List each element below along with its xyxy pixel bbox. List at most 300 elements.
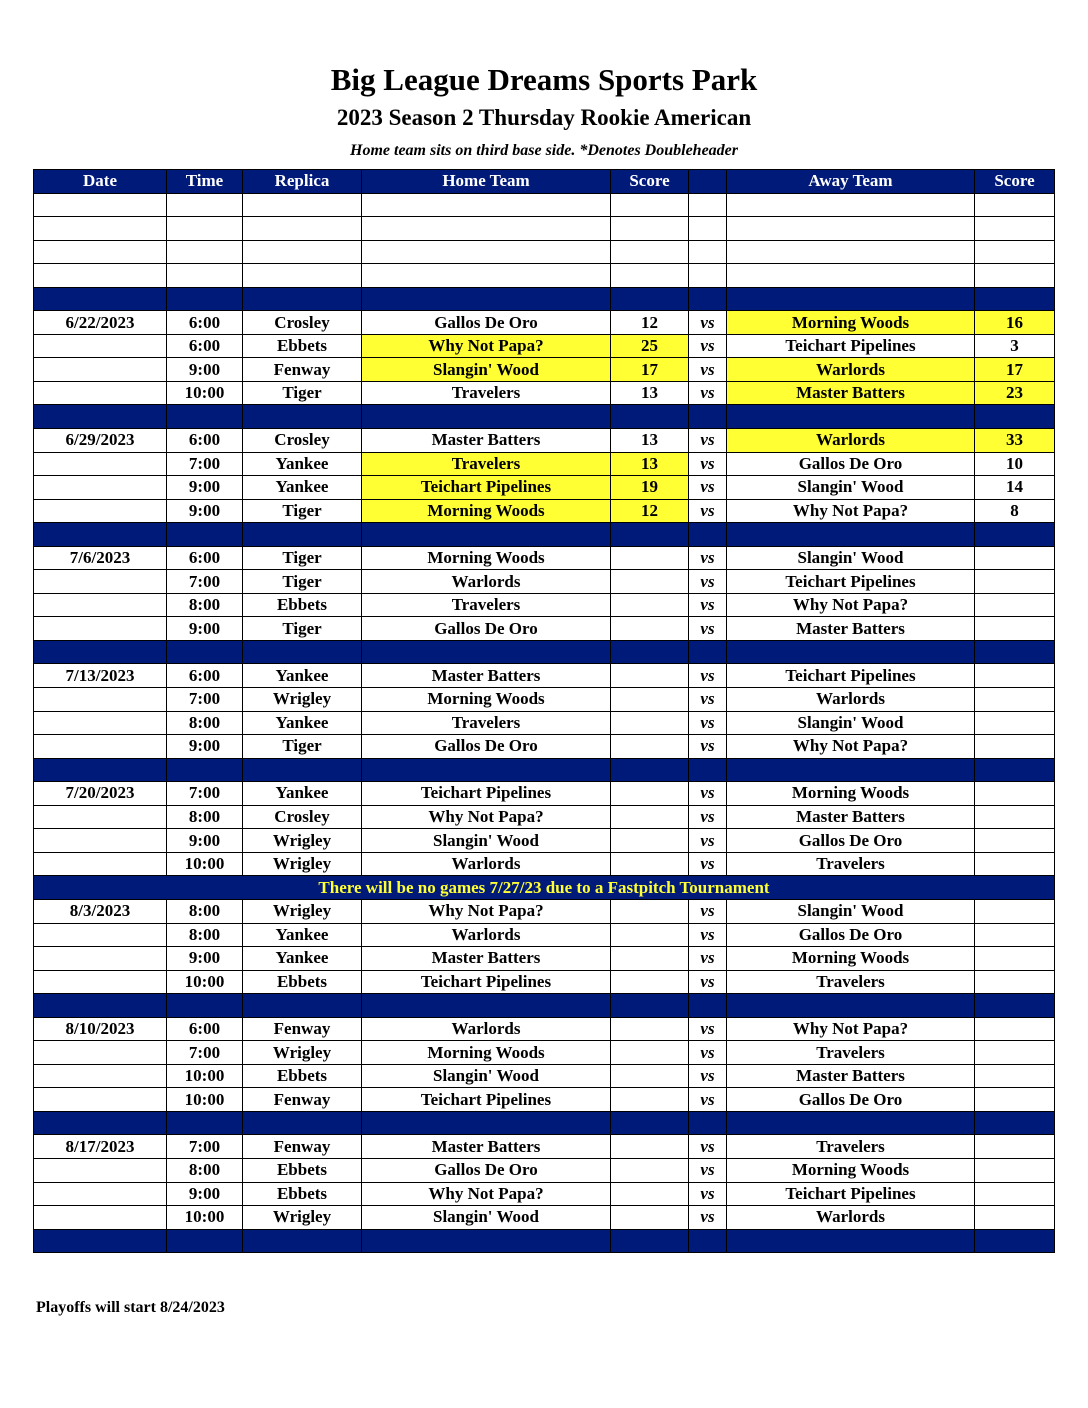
away-score-cell: [975, 405, 1055, 429]
time-cell: 8:00: [167, 711, 243, 735]
game-row: [34, 711, 1055, 735]
playoffs-note: Playoffs will start 8/24/2023: [36, 1299, 225, 1316]
col-away-team-header: Away Team: [727, 170, 975, 194]
vs-cell: vs: [689, 570, 727, 594]
time-cell: 6:00: [167, 429, 243, 453]
date-cell: [34, 640, 167, 664]
date-cell: [34, 735, 167, 759]
away-team-cell: Travelers: [727, 1041, 975, 1065]
away-team-cell: Morning Woods: [727, 311, 975, 335]
home-score-cell: [611, 805, 689, 829]
away-score-cell: [975, 829, 1055, 853]
away-team-cell: Gallos De Oro: [727, 923, 975, 947]
home-score-cell: [611, 1182, 689, 1206]
replica-cell: Fenway: [243, 1088, 362, 1112]
vs-cell: vs: [689, 429, 727, 453]
replica-cell: Wrigley: [243, 829, 362, 853]
date-cell: 8/10/2023: [34, 1017, 167, 1041]
home-score-cell: 25: [611, 334, 689, 358]
replica-cell: Yankee: [243, 947, 362, 971]
home-team-note: Home team sits on third base side. *Denotes Doubleheader: [350, 142, 738, 159]
away-score-cell: 3: [975, 334, 1055, 358]
home-score-cell: [611, 405, 689, 429]
time-cell: 9:00: [167, 947, 243, 971]
vs-cell: [689, 193, 727, 217]
time-cell: 7:00: [167, 452, 243, 476]
replica-cell: Crosley: [243, 429, 362, 453]
time-cell: [167, 758, 243, 782]
date-cell: [34, 499, 167, 523]
game-row: [34, 1182, 1055, 1206]
separator-row: [34, 287, 1055, 311]
away-score-cell: [975, 852, 1055, 876]
vs-cell: vs: [689, 546, 727, 570]
away-score-cell: [975, 193, 1055, 217]
vs-cell: [689, 758, 727, 782]
away-score-cell: [975, 735, 1055, 759]
home-team-cell: Teichart Pipelines: [362, 1088, 611, 1112]
home-team-cell: Warlords: [362, 1017, 611, 1041]
date-cell: [34, 688, 167, 712]
vs-cell: [689, 1229, 727, 1253]
replica-cell: [243, 287, 362, 311]
game-row: [34, 381, 1055, 405]
replica-cell: Wrigley: [243, 1041, 362, 1065]
home-team-cell: Travelers: [362, 711, 611, 735]
home-score-cell: [611, 1017, 689, 1041]
date-cell: [34, 617, 167, 641]
away-team-cell: Travelers: [727, 852, 975, 876]
replica-cell: Ebbets: [243, 593, 362, 617]
home-team-cell: Morning Woods: [362, 499, 611, 523]
home-score-cell: [611, 852, 689, 876]
away-score-cell: [975, 1158, 1055, 1182]
date-cell: [34, 1229, 167, 1253]
away-score-cell: [975, 1017, 1055, 1041]
time-cell: [167, 1229, 243, 1253]
away-team-cell: Warlords: [727, 358, 975, 382]
home-score-cell: 12: [611, 311, 689, 335]
replica-cell: Yankee: [243, 782, 362, 806]
home-score-cell: [611, 617, 689, 641]
away-score-cell: [975, 664, 1055, 688]
game-row: [34, 1135, 1055, 1159]
home-score-cell: [611, 1135, 689, 1159]
home-team-cell: Travelers: [362, 381, 611, 405]
time-cell: 8:00: [167, 805, 243, 829]
game-row: [34, 358, 1055, 382]
separator-row: [34, 1229, 1055, 1253]
home-team-cell: Slangin' Wood: [362, 358, 611, 382]
time-cell: 8:00: [167, 899, 243, 923]
replica-cell: [243, 405, 362, 429]
vs-cell: vs: [689, 805, 727, 829]
home-team-cell: [362, 287, 611, 311]
away-score-cell: [975, 264, 1055, 288]
replica-cell: Tiger: [243, 735, 362, 759]
home-score-cell: 12: [611, 499, 689, 523]
away-team-cell: Warlords: [727, 1206, 975, 1230]
home-team-cell: Warlords: [362, 852, 611, 876]
time-cell: 9:00: [167, 829, 243, 853]
away-score-cell: [975, 947, 1055, 971]
schedule-body: [34, 193, 1055, 1253]
replica-cell: Wrigley: [243, 688, 362, 712]
away-team-cell: [727, 523, 975, 547]
away-team-cell: Travelers: [727, 970, 975, 994]
home-score-cell: [611, 1158, 689, 1182]
date-cell: [34, 711, 167, 735]
time-cell: 10:00: [167, 1088, 243, 1112]
time-cell: 10:00: [167, 381, 243, 405]
home-score-cell: [611, 240, 689, 264]
home-team-cell: [362, 264, 611, 288]
away-team-cell: Warlords: [727, 429, 975, 453]
home-score-cell: [611, 923, 689, 947]
date-cell: [34, 970, 167, 994]
time-cell: 7:00: [167, 1135, 243, 1159]
vs-cell: vs: [689, 1017, 727, 1041]
time-cell: [167, 994, 243, 1018]
replica-cell: Ebbets: [243, 1158, 362, 1182]
game-row: [34, 1017, 1055, 1041]
vs-cell: vs: [689, 311, 727, 335]
replica-cell: Wrigley: [243, 852, 362, 876]
blank-row: [34, 193, 1055, 217]
home-team-cell: Warlords: [362, 570, 611, 594]
home-score-cell: [611, 758, 689, 782]
vs-cell: vs: [689, 1088, 727, 1112]
home-score-cell: [611, 287, 689, 311]
home-team-cell: [362, 217, 611, 241]
home-team-cell: [362, 240, 611, 264]
home-team-cell: Gallos De Oro: [362, 735, 611, 759]
home-team-cell: [362, 405, 611, 429]
replica-cell: Tiger: [243, 546, 362, 570]
vs-cell: vs: [689, 782, 727, 806]
game-row: [34, 429, 1055, 453]
time-cell: 9:00: [167, 358, 243, 382]
vs-cell: vs: [689, 735, 727, 759]
home-team-cell: [362, 523, 611, 547]
away-team-cell: Gallos De Oro: [727, 1088, 975, 1112]
time-cell: [167, 405, 243, 429]
away-team-cell: Teichart Pipelines: [727, 664, 975, 688]
home-score-cell: [611, 264, 689, 288]
time-cell: 6:00: [167, 1017, 243, 1041]
time-cell: 9:00: [167, 499, 243, 523]
vs-cell: vs: [689, 593, 727, 617]
home-team-cell: Why Not Papa?: [362, 334, 611, 358]
home-score-cell: 19: [611, 476, 689, 500]
time-cell: 9:00: [167, 1182, 243, 1206]
replica-cell: [243, 523, 362, 547]
time-cell: 7:00: [167, 688, 243, 712]
time-cell: 8:00: [167, 1158, 243, 1182]
replica-cell: Wrigley: [243, 899, 362, 923]
away-score-cell: [975, 240, 1055, 264]
vs-cell: [689, 1111, 727, 1135]
page-title: Big League Dreams Sports Park: [330, 62, 758, 97]
vs-cell: vs: [689, 617, 727, 641]
away-team-cell: Why Not Papa?: [727, 735, 975, 759]
col-date-header: Date: [34, 170, 167, 194]
home-team-cell: Teichart Pipelines: [362, 476, 611, 500]
home-score-cell: [611, 735, 689, 759]
vs-cell: [689, 240, 727, 264]
away-score-cell: [975, 899, 1055, 923]
away-team-cell: Slangin' Wood: [727, 899, 975, 923]
away-score-cell: 10: [975, 452, 1055, 476]
date-cell: [34, 217, 167, 241]
away-score-cell: [975, 923, 1055, 947]
time-cell: [167, 523, 243, 547]
away-score-cell: [975, 523, 1055, 547]
away-score-cell: [975, 1064, 1055, 1088]
away-team-cell: [727, 240, 975, 264]
vs-cell: vs: [689, 452, 727, 476]
home-score-cell: [611, 829, 689, 853]
away-team-cell: Morning Woods: [727, 782, 975, 806]
away-score-cell: [975, 782, 1055, 806]
home-team-cell: [362, 193, 611, 217]
game-row: [34, 1041, 1055, 1065]
game-row: [34, 735, 1055, 759]
replica-cell: Ebbets: [243, 334, 362, 358]
home-score-cell: [611, 570, 689, 594]
away-team-cell: Why Not Papa?: [727, 499, 975, 523]
date-cell: [34, 476, 167, 500]
game-row: [34, 805, 1055, 829]
home-team-cell: Why Not Papa?: [362, 899, 611, 923]
vs-cell: [689, 217, 727, 241]
home-team-cell: Slangin' Wood: [362, 1206, 611, 1230]
replica-cell: [243, 640, 362, 664]
vs-cell: vs: [689, 688, 727, 712]
home-score-cell: [611, 217, 689, 241]
vs-cell: vs: [689, 1064, 727, 1088]
game-row: [34, 923, 1055, 947]
home-team-cell: [362, 1111, 611, 1135]
away-team-cell: [727, 217, 975, 241]
time-cell: 7:00: [167, 782, 243, 806]
away-score-cell: [975, 711, 1055, 735]
vs-cell: vs: [689, 334, 727, 358]
home-score-cell: [611, 970, 689, 994]
home-score-cell: [611, 899, 689, 923]
home-score-cell: [611, 782, 689, 806]
home-score-cell: [611, 947, 689, 971]
home-team-cell: [362, 994, 611, 1018]
date-cell: [34, 593, 167, 617]
home-score-cell: [611, 1088, 689, 1112]
separator-row: [34, 640, 1055, 664]
away-team-cell: [727, 758, 975, 782]
col-replica-header: Replica: [243, 170, 362, 194]
away-team-cell: Master Batters: [727, 381, 975, 405]
date-cell: [34, 1206, 167, 1230]
date-cell: 7/13/2023: [34, 664, 167, 688]
home-team-cell: Teichart Pipelines: [362, 970, 611, 994]
away-team-cell: [727, 640, 975, 664]
time-cell: [167, 640, 243, 664]
vs-cell: [689, 264, 727, 288]
game-row: [34, 499, 1055, 523]
game-row: [34, 899, 1055, 923]
home-team-cell: Teichart Pipelines: [362, 782, 611, 806]
replica-cell: Yankee: [243, 452, 362, 476]
date-cell: [34, 523, 167, 547]
home-score-cell: [611, 711, 689, 735]
away-score-cell: [975, 970, 1055, 994]
date-cell: [34, 1064, 167, 1088]
vs-cell: vs: [689, 947, 727, 971]
home-team-cell: Gallos De Oro: [362, 617, 611, 641]
home-score-cell: [611, 1206, 689, 1230]
replica-cell: Yankee: [243, 711, 362, 735]
replica-cell: Ebbets: [243, 1064, 362, 1088]
replica-cell: [243, 193, 362, 217]
date-cell: 6/22/2023: [34, 311, 167, 335]
replica-cell: Ebbets: [243, 970, 362, 994]
game-row: [34, 593, 1055, 617]
vs-cell: vs: [689, 1135, 727, 1159]
time-cell: 10:00: [167, 1064, 243, 1088]
vs-cell: [689, 640, 727, 664]
game-row: [34, 664, 1055, 688]
home-team-cell: [362, 758, 611, 782]
replica-cell: [243, 1229, 362, 1253]
vs-cell: vs: [689, 899, 727, 923]
away-score-cell: 14: [975, 476, 1055, 500]
away-score-cell: [975, 1182, 1055, 1206]
game-row: [34, 782, 1055, 806]
date-cell: [34, 758, 167, 782]
date-cell: [34, 1088, 167, 1112]
vs-cell: vs: [689, 852, 727, 876]
away-score-cell: [975, 758, 1055, 782]
time-cell: 10:00: [167, 1206, 243, 1230]
away-score-cell: 23: [975, 381, 1055, 405]
game-row: [34, 947, 1055, 971]
away-score-cell: [975, 546, 1055, 570]
away-score-cell: [975, 805, 1055, 829]
home-team-cell: Travelers: [362, 452, 611, 476]
replica-cell: Crosley: [243, 311, 362, 335]
date-cell: 6/29/2023: [34, 429, 167, 453]
time-cell: 6:00: [167, 546, 243, 570]
time-cell: [167, 193, 243, 217]
schedule-table: [33, 169, 1055, 1253]
date-cell: [34, 1158, 167, 1182]
separator-row: [34, 994, 1055, 1018]
away-score-cell: [975, 617, 1055, 641]
time-cell: 6:00: [167, 334, 243, 358]
col-vs-header: [689, 170, 727, 194]
away-score-cell: 33: [975, 429, 1055, 453]
home-team-cell: Gallos De Oro: [362, 311, 611, 335]
game-row: [34, 570, 1055, 594]
replica-cell: [243, 264, 362, 288]
vs-cell: vs: [689, 476, 727, 500]
date-cell: [34, 358, 167, 382]
away-team-cell: [727, 405, 975, 429]
separator-row: [34, 1111, 1055, 1135]
away-score-cell: [975, 688, 1055, 712]
separator-row: [34, 758, 1055, 782]
game-row: [34, 334, 1055, 358]
notice-text: There will be no games 7/27/23 due to a Fastpitch Tournament: [34, 876, 1055, 900]
col-away-score-header: Score: [975, 170, 1055, 194]
away-team-cell: Master Batters: [727, 1064, 975, 1088]
home-team-cell: [362, 640, 611, 664]
game-row: [34, 1158, 1055, 1182]
home-score-cell: [611, 688, 689, 712]
away-team-cell: [727, 1229, 975, 1253]
home-score-cell: 17: [611, 358, 689, 382]
time-cell: 8:00: [167, 593, 243, 617]
separator-row: [34, 405, 1055, 429]
blank-row: [34, 240, 1055, 264]
game-row: [34, 970, 1055, 994]
home-team-cell: Slangin' Wood: [362, 829, 611, 853]
away-score-cell: [975, 593, 1055, 617]
home-score-cell: [611, 593, 689, 617]
blank-row: [34, 264, 1055, 288]
home-score-cell: [611, 1229, 689, 1253]
game-row: [34, 452, 1055, 476]
date-cell: [34, 1111, 167, 1135]
replica-cell: Fenway: [243, 1017, 362, 1041]
away-team-cell: [727, 264, 975, 288]
game-row: [34, 617, 1055, 641]
date-cell: 7/20/2023: [34, 782, 167, 806]
home-score-cell: [611, 523, 689, 547]
game-row: [34, 688, 1055, 712]
date-cell: [34, 1041, 167, 1065]
home-team-cell: Master Batters: [362, 664, 611, 688]
time-cell: 9:00: [167, 735, 243, 759]
vs-cell: vs: [689, 829, 727, 853]
time-cell: [167, 264, 243, 288]
date-cell: 8/17/2023: [34, 1135, 167, 1159]
vs-cell: [689, 287, 727, 311]
away-score-cell: [975, 994, 1055, 1018]
replica-cell: Wrigley: [243, 1206, 362, 1230]
away-team-cell: Morning Woods: [727, 947, 975, 971]
date-cell: [34, 381, 167, 405]
away-team-cell: Gallos De Oro: [727, 452, 975, 476]
away-team-cell: Travelers: [727, 1135, 975, 1159]
replica-cell: [243, 994, 362, 1018]
home-team-cell: Why Not Papa?: [362, 1182, 611, 1206]
time-cell: 6:00: [167, 664, 243, 688]
away-team-cell: [727, 994, 975, 1018]
game-row: [34, 829, 1055, 853]
away-score-cell: [975, 1111, 1055, 1135]
replica-cell: Fenway: [243, 1135, 362, 1159]
replica-cell: [243, 217, 362, 241]
time-cell: 9:00: [167, 476, 243, 500]
vs-cell: vs: [689, 1158, 727, 1182]
replica-cell: Tiger: [243, 381, 362, 405]
vs-cell: vs: [689, 1206, 727, 1230]
away-team-cell: Teichart Pipelines: [727, 570, 975, 594]
time-cell: [167, 240, 243, 264]
date-cell: [34, 287, 167, 311]
away-score-cell: 16: [975, 311, 1055, 335]
away-team-cell: [727, 1111, 975, 1135]
